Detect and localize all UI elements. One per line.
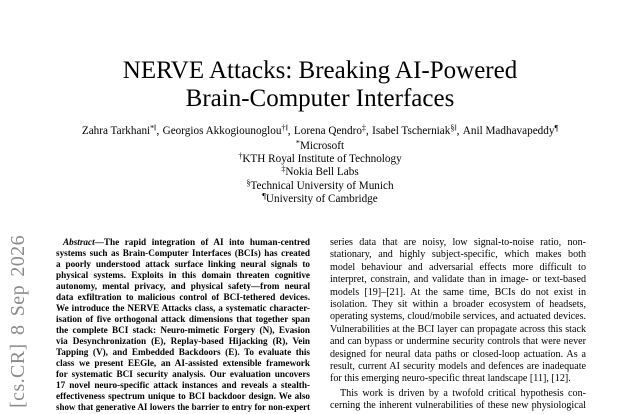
affiliation	[0, 193, 640, 206]
author-affiliation-marks: ¶	[554, 123, 559, 133]
abstract-line: a poorly understood attack surface linking neural signals to	[56, 259, 310, 269]
abstract-line: systems such as Brain-Computer Interfaces (BCIs) has created	[56, 248, 310, 258]
author-name: Anil Madhavapeddy	[462, 125, 555, 137]
abstract-line: autonomy, mental privacy, and physical safety—from neural	[56, 281, 310, 291]
affiliation-name: University of Cambridge	[265, 193, 378, 206]
body-line: designed for neural data paths or closed-loop actuation. As a	[330, 348, 586, 360]
abstract-line: via Desynchronization (E), Replay-based Hijacking (R), Vein	[56, 336, 310, 346]
author-list	[0, 125, 640, 138]
body-line: isolation. They sit within a broader ecosystem of headsets,	[330, 298, 586, 310]
arxiv-stamp: [cs.CR] 8 Sep 2026	[7, 235, 29, 408]
abstract-line: data exfiltration to malicious control of BCI-tethered devices.	[56, 292, 310, 302]
author	[463, 125, 558, 137]
abstract-line: the complete BCI stack: Neuro-mimetic Forgery (N), Evasion	[56, 325, 310, 335]
affiliation-name: KTH Royal Institute of Technology	[242, 152, 402, 165]
abstract-label: Abstract	[63, 237, 95, 247]
abstract-line: 17 novel neuro-specific attack instances and reveals a stealth-	[56, 380, 310, 390]
affiliation-name: Nokia Bell Labs	[285, 166, 359, 179]
title-line: Brain-Computer Interfaces	[185, 85, 455, 112]
author-name: Zahra Tarkhani	[81, 125, 151, 137]
author	[82, 125, 163, 137]
abstract-line: for systematic BCI security analysis. Our evaluation uncovers	[56, 369, 310, 379]
author	[163, 125, 294, 137]
affiliation-mark: ‡	[281, 164, 286, 174]
abstract-line: We introduce the NERVE Attacks class, a systematic character-	[56, 303, 310, 313]
affiliation-mark: §	[246, 178, 251, 188]
affiliation	[0, 180, 640, 193]
author-affiliation-marks: *‖	[150, 123, 157, 133]
paper-title	[0, 57, 640, 113]
author	[372, 125, 463, 137]
body-line: models [19]–[21]. At the same time, BCIs do not exist in	[330, 286, 586, 298]
body-line: result, current AI security models and defences are inadequate	[330, 360, 586, 372]
body-line: operating systems, cloud/mobile services, and actuated devices.	[330, 311, 586, 323]
abstract	[56, 237, 310, 413]
body-paragraph	[330, 237, 586, 386]
abstract-line: effectiveness spectrum unique to BCI backdoor design. We also	[56, 391, 310, 401]
abstract-line: isation of five orthogonal attack dimensions that together span	[56, 314, 310, 324]
author-separator: ,	[456, 125, 460, 137]
body-paragraph	[330, 388, 586, 413]
title-line: NERVE Attacks: Breaking AI-Powered	[122, 57, 518, 84]
author-separator: ,	[365, 125, 369, 137]
body-column	[330, 237, 586, 412]
body-line: Vulnerabilities at the BCI layer can propagate across this stack	[330, 323, 586, 335]
affiliation-mark: *	[295, 137, 300, 147]
abstract-line: physical systems. Exploits in this domain threaten cognitive	[56, 270, 310, 280]
author-affiliation-marks: §‖	[450, 123, 457, 133]
body-line: cerning the inherent vulnerabilities of these new physiological	[330, 400, 586, 412]
abstract-line: Tapping (V), and Embedded Backdoors (E). To evaluate this	[56, 347, 310, 357]
affiliation	[0, 166, 640, 179]
abstract-line: show that generative AI lowers the barrier to entry for non-expert	[56, 402, 310, 412]
abstract-line: class we present EEGle, an AI-assisted extensible framework	[56, 358, 310, 368]
author-name: Georgios Akkogiounoglou	[162, 125, 282, 137]
author-name: Isabel Tscherniak	[372, 125, 451, 137]
abstract-line-text: —The rapid integration of AI into human-centred	[94, 237, 310, 247]
body-line: interpret, constrain, and validate than in image- or text-based	[330, 274, 586, 286]
body-line: and can bypass or undermine security controls that were never	[330, 336, 586, 348]
affiliation-mark: ¶	[262, 191, 266, 201]
affiliation-list	[0, 137, 640, 207]
body-line: This work is driven by a twofold critical hypothesis con-	[340, 387, 586, 399]
body-line: stationary, and highly subject-specific, which makes both	[330, 249, 586, 261]
author-affiliation-marks: †‖	[281, 123, 288, 133]
author-affiliation-marks: ‡	[361, 123, 366, 133]
affiliation	[0, 153, 640, 166]
body-line: model behaviour and adversarial effects more difficult to	[330, 261, 586, 273]
author	[294, 125, 372, 137]
author-separator: ,	[156, 125, 160, 137]
body-line: series data that are noisy, low signal-to-noise ratio, non-	[330, 237, 586, 248]
author-separator: ,	[287, 125, 291, 137]
affiliation-name: Microsoft	[299, 139, 345, 152]
affiliation	[0, 137, 640, 153]
affiliation-name: Technical University of Munich	[250, 179, 394, 192]
affiliation-mark: †	[238, 151, 243, 161]
author-name: Lorena Qendro	[293, 125, 362, 137]
abstract-line	[56, 237, 310, 248]
body-line: for this emerging neuro-specific threat landscape [11], [12].	[330, 373, 571, 385]
